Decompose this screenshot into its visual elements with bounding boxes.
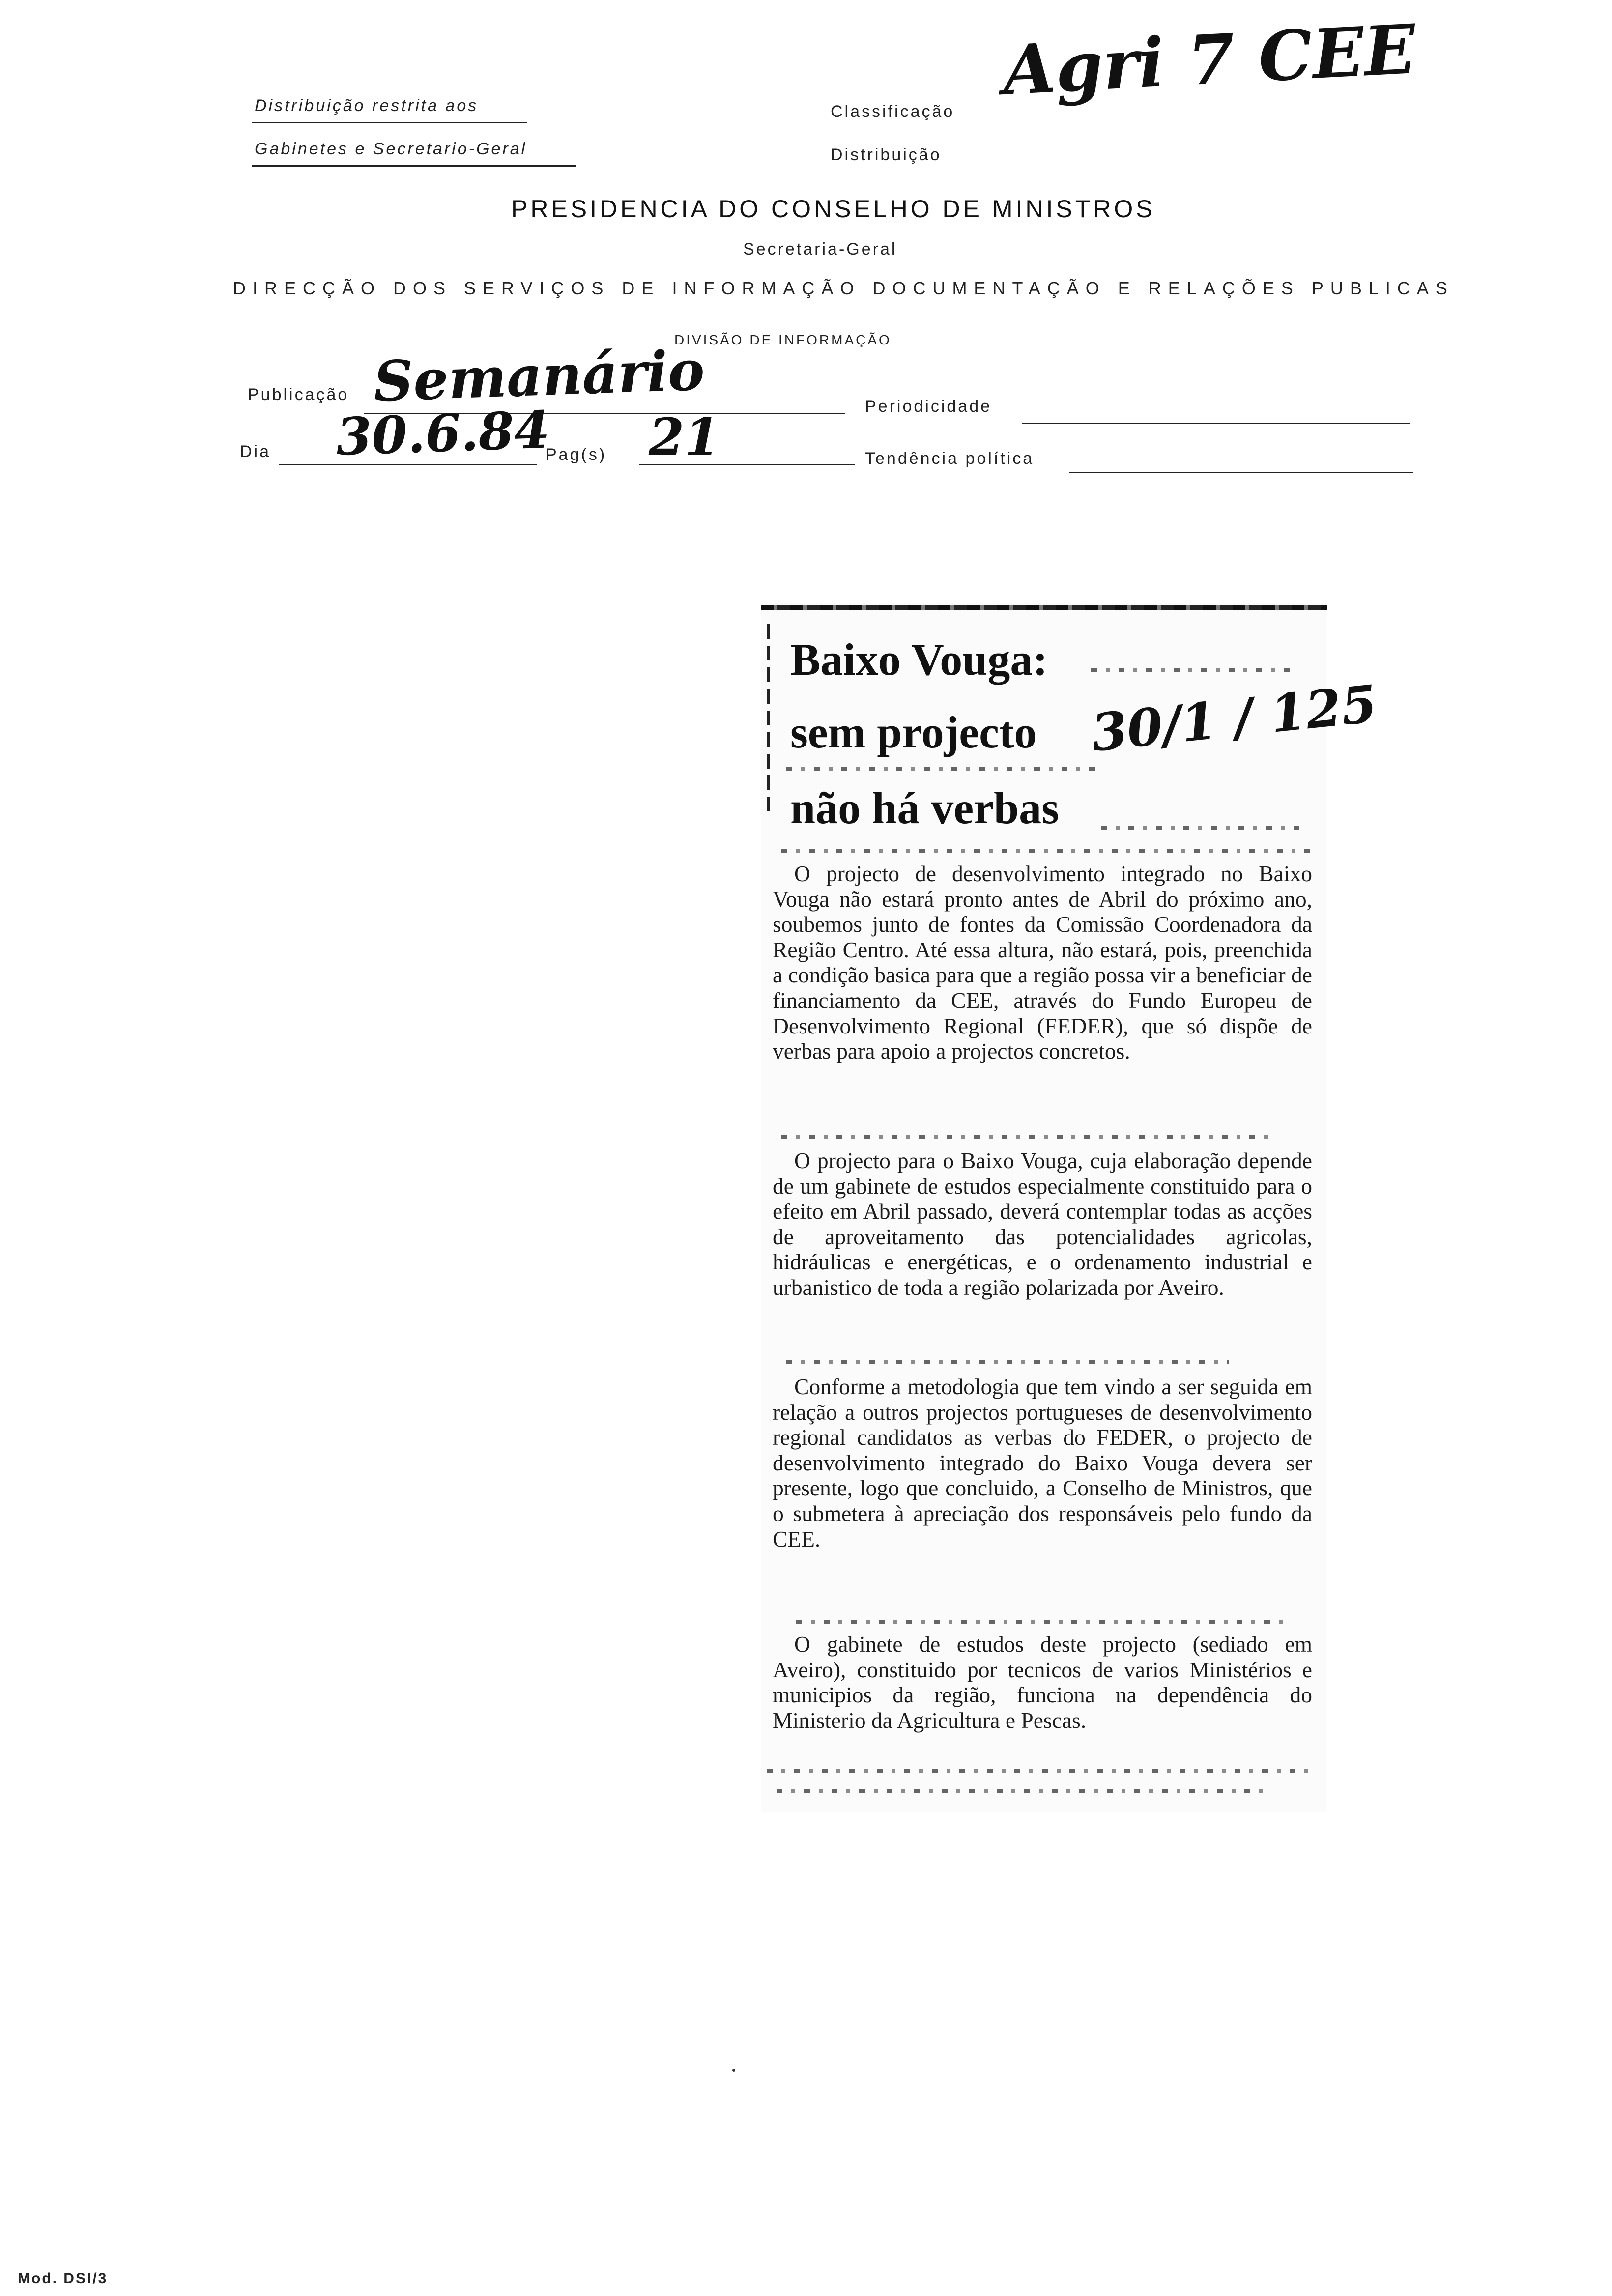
- restricted-distribution-line1: Distribuição restrita aos: [255, 96, 479, 115]
- scan-noise: [786, 1360, 1229, 1364]
- day-value: 30.6.84: [335, 399, 551, 467]
- scan-noise: [777, 1789, 1268, 1793]
- clipping-top-edge: [761, 605, 1327, 610]
- classification-label: Classificação: [831, 102, 955, 121]
- publication-label: Publicação: [248, 385, 349, 404]
- article-paragraph-3: Conforme a metodologia que tem vindo a ser seguida em relação a outros projectos portugueses de desenvolvimento regional candidatos as verbas do FEDER, o projecto de desenvolvimento integrado do Baixo Vouga devera ser presente, logo que concluido, a Conselho de Ministros, que o submetera à apreciação dos responsáveis pelo fundo da CEE.: [773, 1374, 1312, 1551]
- headline-line3: não há verbas: [790, 783, 1059, 833]
- political-tendency-label: Tendência política: [865, 449, 1035, 468]
- political-tendency-field-line: [1069, 472, 1413, 473]
- article-paragraph-1: O projecto de desenvolvimento integrado no Baixo Vouga não estará pronto antes de Abril do próximo ano, soubemos junto de fontes da Comissão Coordenadora da Região Centro. Até essa altura, não estará, pois, preenchida a condição basica para que a região possa vir a beneficiar de financiamento da CEE, através do Fundo Europeu de Desenvolvimento Regional (FEDER), que só dispõe de verbas para apoio a projectos concretos.: [773, 861, 1312, 1064]
- scan-noise: [781, 1135, 1273, 1139]
- scan-noise: [796, 1620, 1288, 1624]
- article-paragraph-2: O projecto para o Baixo Vouga, cuja elaboração depende de um gabinete de estudos especialmente constituido para o efeito em Abril passado, deverá contemplar todas as acções de aproveitamento das potencialidades agricolas, hidráulicas e energéticas, e o ordenamento industrial e urbanistico de toda a região polarizada por Aveiro.: [773, 1148, 1312, 1300]
- pages-field-line: [639, 464, 855, 465]
- pages-label: Pag(s): [546, 445, 607, 464]
- directorate-name: DIRECÇÃO DOS SERVIÇOS DE INFORMAÇÃO DOCUMENTAÇÃO E RELAÇÕES PUBLICAS: [233, 278, 1454, 298]
- division-name: DIVISÃO DE INFORMAÇÃO: [674, 332, 892, 347]
- secretariat-name: Secretaria-Geral: [743, 240, 897, 258]
- scan-noise: [786, 767, 1101, 771]
- handwritten-corner-note: Agri 7 CEE: [1001, 9, 1418, 111]
- scan-noise: [767, 1769, 1317, 1773]
- periodicity-field-line: [1022, 423, 1410, 424]
- divider: [252, 122, 527, 123]
- headline-line1: Baixo Vouga:: [790, 634, 1048, 685]
- handwritten-reference-note: 30/1 / 125: [1089, 673, 1380, 764]
- restricted-distribution-line2: Gabinetes e Secretario-Geral: [255, 140, 527, 158]
- scan-noise: [1101, 826, 1307, 830]
- article-paragraph-4: O gabinete de estudos deste projecto (sediado em Aveiro), constituido por tecnicos de varios Ministérios e municipios da região, funciona na dependência do Ministerio da Agricultura e Pescas.: [773, 1632, 1312, 1733]
- distribution-label: Distribuição: [831, 145, 942, 164]
- periodicity-label: Periodicidade: [865, 397, 992, 416]
- scan-speck: [732, 2069, 735, 2072]
- publication-value: Semanário: [372, 338, 706, 414]
- divider: [252, 165, 576, 167]
- clipping-left-edge: [767, 624, 770, 811]
- form-code: Mod. DSI/3: [18, 2270, 108, 2287]
- day-field-line: [279, 464, 537, 465]
- scan-noise: [1091, 668, 1297, 672]
- institution-title: PRESIDENCIA DO CONSELHO DE MINISTROS: [511, 195, 1155, 223]
- scan-noise: [781, 849, 1312, 853]
- day-label: Dia: [240, 442, 271, 461]
- pages-value: 21: [649, 407, 720, 467]
- headline-line2: sem projecto: [790, 707, 1037, 757]
